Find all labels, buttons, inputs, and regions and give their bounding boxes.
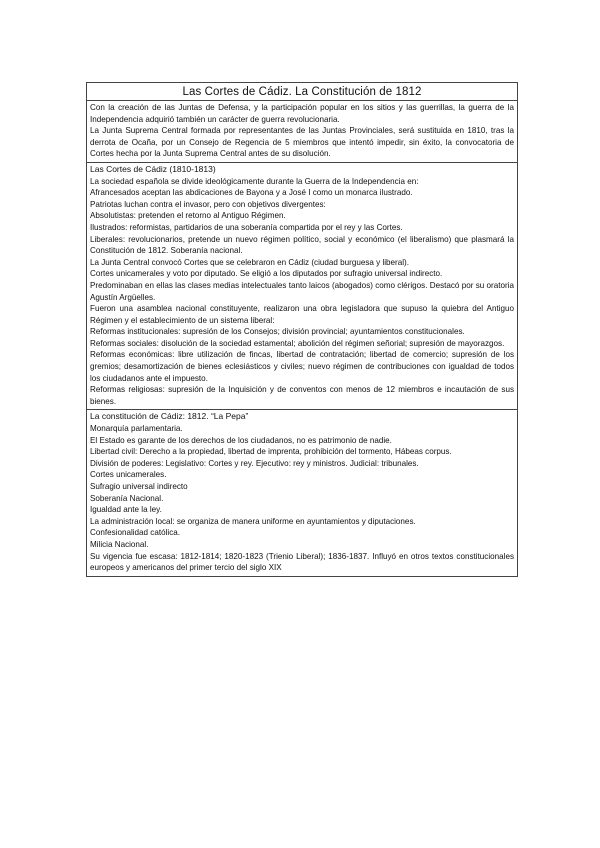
document-title: Las Cortes de Cádiz. La Constitución de 1812	[87, 83, 517, 101]
paragraph: La Junta Central convocó Cortes que se celebraron en Cádiz (ciudad burguesa y liberal).	[90, 257, 409, 267]
paragraph: Ilustrados: reformistas, partidarios de una soberanía compartida por el rey y las Cortes.	[90, 222, 403, 232]
paragraph: Liberales: revolucionarios, pretende un nuevo régimen político, social y económico (el liberalismo) que plasmará la Constitución de 1812. Soberanía nacional.	[90, 234, 514, 256]
paragraph: Predominaban en ellas las clases medias intelectuales tanto laicos (abogados) como clérigos. Destacó por su oratoria Agustín Argüelles.	[90, 280, 514, 302]
document-box	[86, 82, 518, 577]
paragraph: El Estado es garante de los derechos de los ciudadanos, no es patrimonio de nadie.	[90, 435, 392, 445]
paragraph: Confesionalidad católica.	[90, 528, 180, 538]
paragraph: Fueron una asamblea nacional constituyente, realizaron una obra legisladora que supuso la quiebra del Antiguo Régimen y el establecimiento de un sistema liberal:	[90, 304, 514, 325]
intro-section	[87, 101, 517, 162]
paragraph: Igualdad ante la ley.	[90, 505, 162, 515]
paragraph: Soberanía Nacional.	[90, 493, 164, 503]
paragraph: Libertad civil: Derecho a la propiedad, libertad de imprenta, prohibición del tormento, Hábeas corpus.	[90, 447, 452, 457]
paragraph: Sufragio universal indirecto	[90, 482, 188, 491]
paragraph: Cortes unicamerales.	[90, 470, 167, 480]
paragraph: Milicia Nacional.	[90, 539, 149, 549]
paragraph: Su vigencia fue escasa: 1812-1814; 1820-1823 (Trienio Liberal); 1836-1837. Influyó en otros textos constitucionales europeos y americanos del primer tercio del siglo XIX	[90, 551, 514, 573]
section-heading: Las Cortes de Cádiz (1810-1813)	[90, 163, 216, 174]
paragraph: Patriotas luchan contra el invasor, pero con objetivos divergentes:	[90, 199, 326, 209]
paragraph: Absolutistas: pretenden el retorno al Antiguo Régimen.	[90, 211, 286, 221]
paragraph: Monarquía parlamentaria.	[90, 424, 183, 434]
intro-paragraph: La Junta Suprema Central formada por representantes de las Juntas Provinciales, será sustituida en 1810, tras la derrota de Ocaña, por un Consejo de Regencia de 5 miembros que intentó impedir, sin éxito, la convocatoria de Cortes hecha por la Junta Suprema Central antes de su disolución.	[90, 126, 514, 159]
paragraph: Reformas económicas: libre utilización de fincas, libertad de contratación; libertad de comercio; supresión de los gremios; desamortización de bienes eclesiásticos y civiles; nuevo régimen de contribuciones con igualdad de todos los ciudadanos ante el impuesto.	[90, 350, 514, 383]
paragraph: La administración local: se organiza de manera uniforme en ayuntamientos y diputaciones.	[90, 516, 416, 526]
paragraph: Reformas sociales: disolución de la sociedad estamental; abolición del régimen señorial; supresión de mayorazgos.	[90, 338, 505, 348]
cortes-section	[87, 162, 517, 409]
paragraph: División de poderes: Legislativo: Cortes y rey. Ejecutivo: rey y ministros. Judicial: tribunales.	[90, 458, 419, 468]
constitucion-section	[87, 409, 517, 575]
intro-paragraph: Con la creación de las Juntas de Defensa, y la participación popular en los sitios y las guerrillas, la guerra de la Independencia adquirió también un carácter de guerra revolucionaria.	[90, 103, 514, 124]
section-heading: La constitución de Cádiz: 1812. “La Pepa”	[90, 411, 249, 422]
paragraph: Reformas religiosas: supresión de la Inquisición y de conventos con menos de 12 miembros e incautación de sus bienes.	[90, 385, 514, 406]
paragraph: Cortes unicamerales y voto por diputado. Se eligió a los diputados por sufragio universal indirecto.	[90, 269, 443, 279]
paragraph: Afrancesados aceptan las abdicaciones de Bayona y a José I como un monarca ilustrado.	[90, 188, 413, 198]
paragraph: La sociedad española se divide ideológicamente durante la Guerra de la Independencia en:	[90, 176, 419, 186]
paragraph: Reformas institucionales: supresión de los Consejos; división provincial; ayuntamientos constitucionales.	[90, 327, 465, 337]
